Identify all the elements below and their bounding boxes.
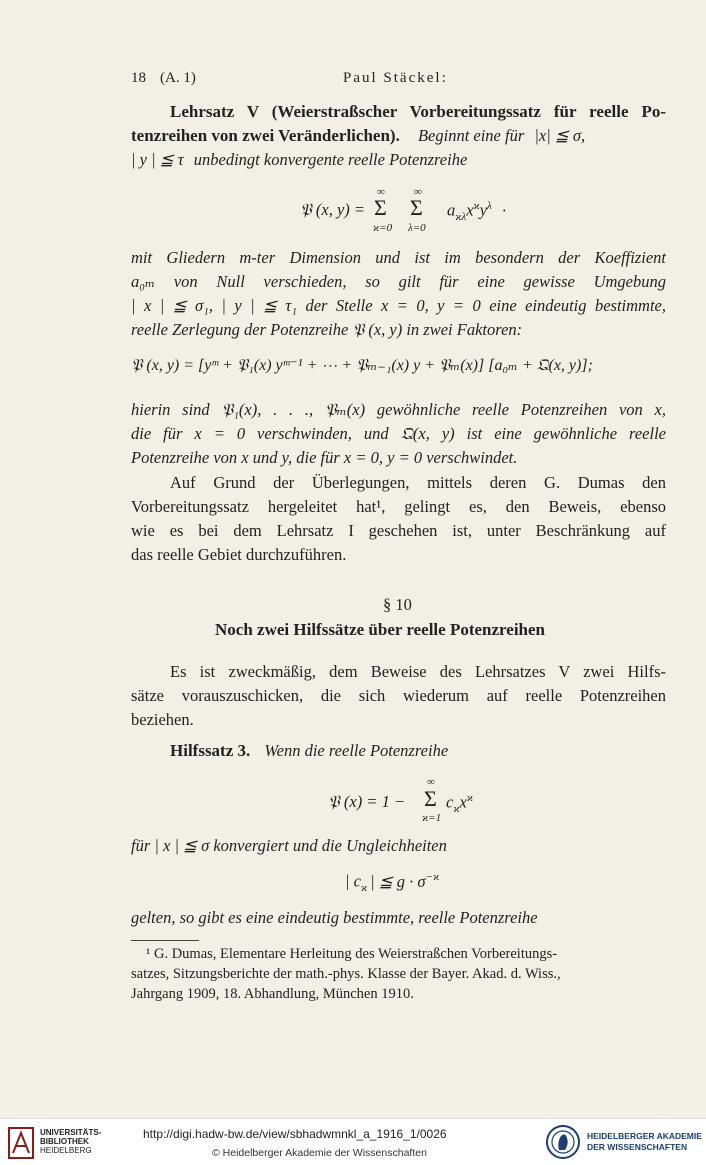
footer-url-link[interactable]: http://digi.hadw-bw.de/view/sbhadwmnkl_a_1916_1/0026 (143, 1127, 447, 1141)
hierin-line2: die für x = 0 verschwinden, und 𝔔(x, y) ist eine gewöhnliche reelle (131, 424, 666, 443)
hierin-line3: Potenzreihe von x und y, die für x = 0, y = 0 verschwindet. (131, 448, 518, 467)
theorem-para-line3: | x | ≦ σ₁, | y | ≦ τ₁ der Stelle x = 0, y = 0 eine eindeutig bestimmte, (131, 296, 666, 315)
academy-logo-text: HEIDELBERGER AKADEMIE DER WISSENSCHAFTEN (587, 1131, 702, 1152)
esist-line1: Es ist zweckmäßig, dem Beweise des Lehrsatzes V zwei Hilfs- (170, 662, 666, 681)
formula3-sum-bottom: ϰ=1 (422, 812, 442, 824)
aufgrund-line4: das reelle Gebiet durchzuführen. (131, 545, 347, 564)
theorem-line3-text: unbedingt konvergente reelle Potenzreihe (193, 150, 468, 169)
header-section: (A. 1) (160, 70, 196, 86)
theorem-line3 (131, 148, 467, 172)
academy-seal-icon (545, 1124, 581, 1160)
hierin-line1: hierin sind 𝔓₁(x), . . ., 𝔓ₘ(x) gewöhnliche reelle Potenzreihen von x, (131, 400, 666, 419)
footer-copyright: © Heidelberger Akademie der Wissenschaften (212, 1147, 427, 1159)
library-logo-text: UNIVERSITÄTS- BIBLIOTHEK HEIDELBERG (40, 1128, 102, 1155)
footnote-line2: satzes, Sitzungsberichte der math.-phys. Klasse der Bayer. Akad. d. Wiss., (131, 966, 561, 982)
hilfssatz3-intro-text: Wenn die reelle Potenzreihe (264, 741, 449, 760)
section-title: Noch zwei Hilfssätze über reelle Potenzreihen (215, 620, 545, 639)
page-number: 18 (131, 70, 146, 86)
formula1-sum2-top: ∞ (414, 186, 422, 198)
formula3-term: $c_ϰx^ϰ$ (446, 792, 474, 815)
formula1-sum1-top: ∞ (377, 186, 385, 198)
theorem-para-line1: mit Gliedern m-ter Dimension und ist im besondern der Koeffizient (131, 248, 666, 267)
theorem-condition-x: |x| ≦ σ, (534, 126, 586, 145)
hilfssatz3-gelten-line: gelten, so gibt es eine eindeutig bestimmte, reelle Potenzreihe (131, 908, 538, 927)
theorem-title-line1: Lehrsatz V (Weierstraßscher Vorbereitungssatz für reelle Po- (170, 102, 666, 121)
academy-logo[interactable] (545, 1123, 703, 1161)
theorem-title-bold: tenzreihen von zwei Veränderlichen). (131, 126, 400, 145)
esist-line3: beziehen. (131, 710, 194, 729)
formula1-sigma1: Σ (374, 195, 387, 220)
formula1-term: $a_{ϰ\lambda}x^ϰy^\lambda$ · (447, 200, 507, 223)
formula1-sigma2: Σ (410, 195, 423, 220)
formula2: 𝔓 (x, y) = [yᵐ + 𝔓₁(x) yᵐ⁻¹ + ⋯ + 𝔓ₘ₋₁(x) y + 𝔓ₘ(x)] [a₀ₘ + 𝔔(x, y)]; (131, 357, 593, 374)
footnote-rule (131, 940, 199, 941)
university-library-logo[interactable] (8, 1125, 128, 1161)
section-number: § 10 (383, 595, 412, 614)
formula3-sigma: Σ (424, 786, 437, 811)
footnote-line3: Jahrgang 1909, 18. Abhandlung, München 1910. (131, 986, 414, 1002)
formula3-sum-top: ∞ (427, 776, 435, 788)
aufgrund-line3: wie es bei dem Lehrsatz I geschehen ist, unter Beschränkung auf (131, 521, 666, 540)
formula1-sum1-bottom: ϰ=0 (373, 222, 393, 234)
formula3-lhs: 𝔓 (x) = 1 − (328, 792, 406, 811)
formula1-lhs: 𝔓 (x, y) = (300, 200, 366, 219)
theorem-para-line2: a₀ₘ von Null verschieden, so gilt für eine gewisse Umgebung (131, 272, 666, 291)
formula1-sum2-bottom: λ=0 (408, 222, 426, 234)
hilfssatz3-intro (170, 739, 448, 763)
aufgrund-line2: Vorbereitungssatz hergeleitet hat¹, gelingt es, den Beweis, ebenso (131, 497, 666, 516)
aufgrund-line1: Auf Grund der Überlegungen, mittels deren G. Dumas den (170, 473, 666, 492)
esist-line2: sätze vorauszuschicken, die sich wiederum auf reelle Potenzreihen (131, 686, 666, 705)
theorem-intro-italic: Beginnt eine für (417, 126, 525, 145)
theorem-title-line2 (131, 124, 666, 148)
hilfssatz3-label: Hilfssatz 3. (170, 741, 251, 760)
inequality: | $c_ϰ$ | ≦ $g \cdot \sigma^{-ϰ}$ (345, 871, 440, 894)
footnote-line1: ¹ G. Dumas, Elementare Herleitung des Weierstraßchen Vorbereitungs- (146, 946, 558, 962)
theorem-condition-y: | y | ≦ τ (131, 150, 184, 169)
hilfssatz3-fuer-line: für | x | ≦ σ konvergiert und die Ungleichheiten (131, 836, 447, 855)
library-emblem-icon (8, 1127, 34, 1159)
theorem-para-line4: reelle Zerlegung der Potenzreihe 𝔓 (x, y) in zwei Faktoren: (131, 320, 523, 339)
footer-bar (0, 1118, 706, 1165)
header-author: Paul Stäckel: (343, 70, 448, 86)
